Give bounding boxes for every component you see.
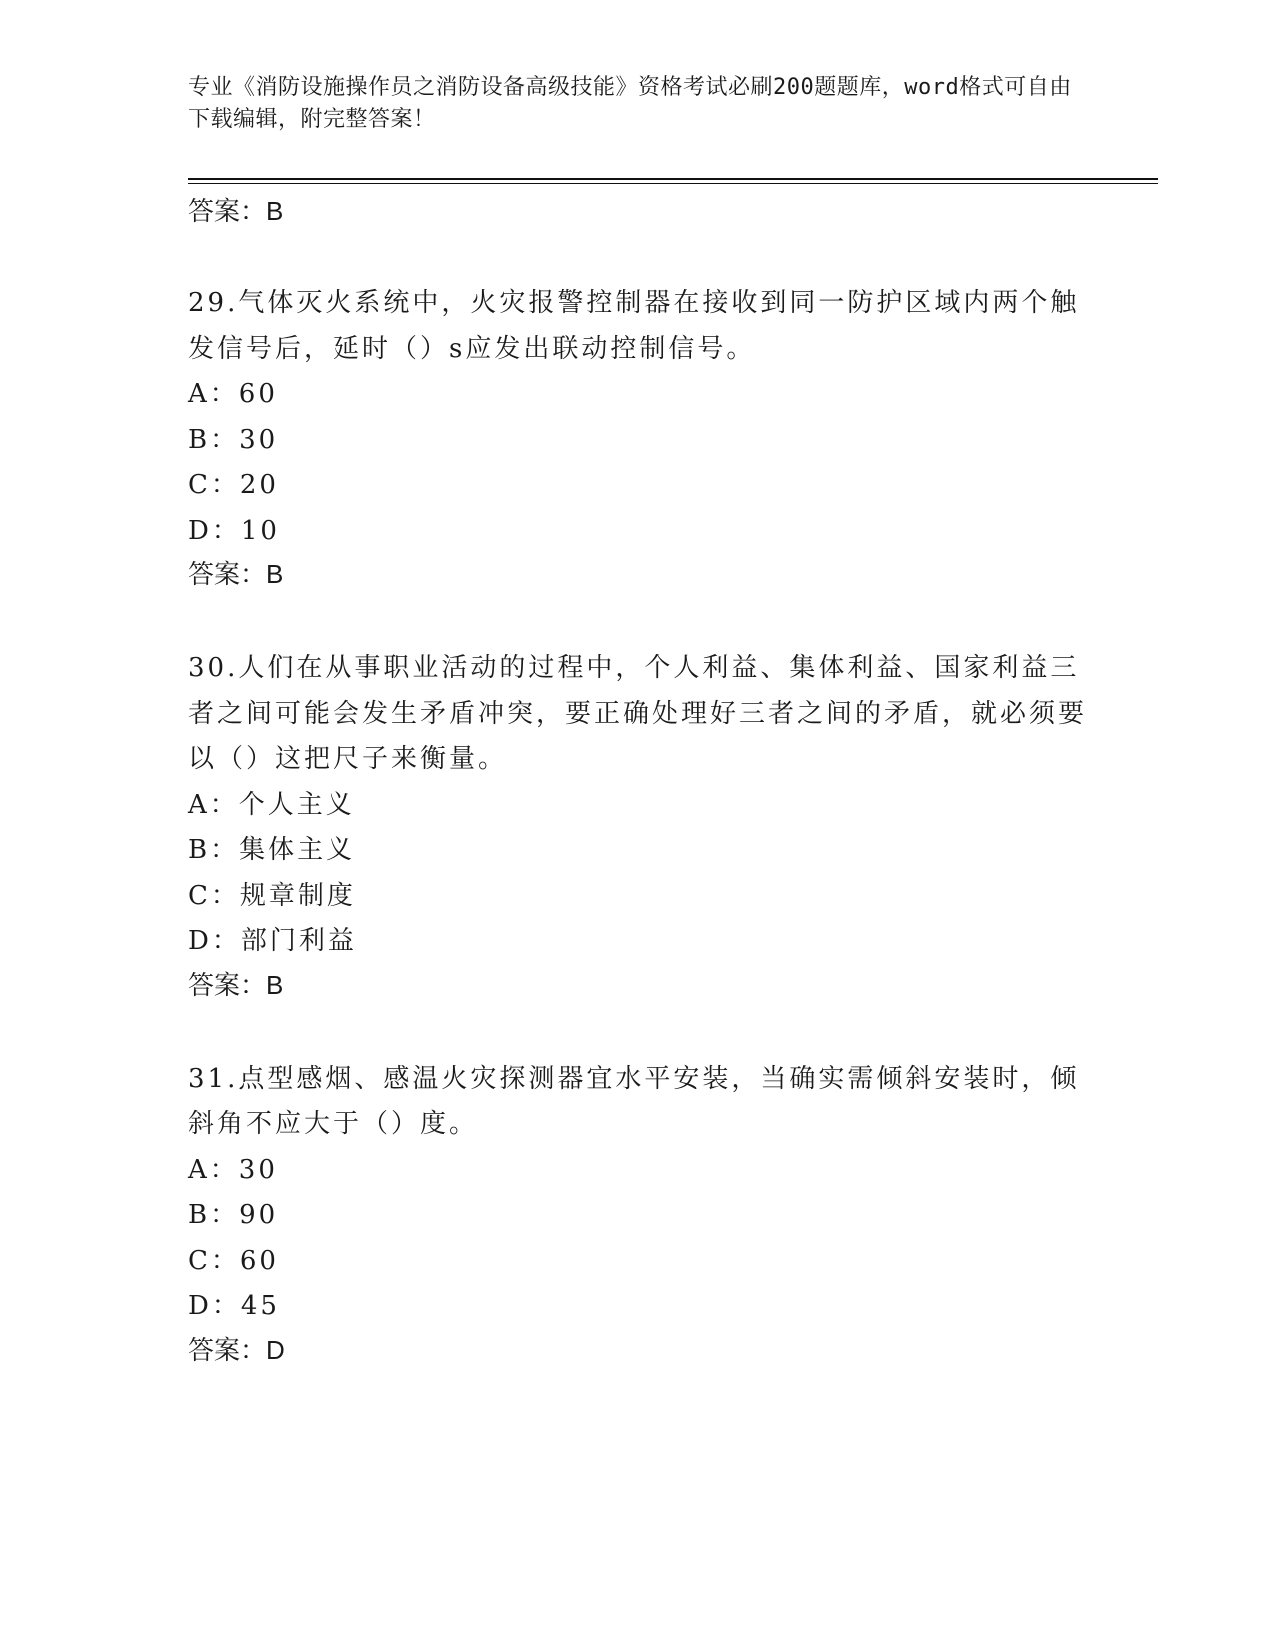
- option-a: A：个人主义: [188, 789, 355, 820]
- answer-line: 答案：B: [188, 969, 284, 1000]
- question-text: 30.人们在从事职业活动的过程中，个人利益、集体利益、国家利益三者之间可能会发生矛盾冲突，要正确处理好三者之间的矛盾，就必须要以（）这把尺子来衡量。: [188, 653, 1088, 774]
- header-text: 专业《消防设施操作员之消防设备高级技能》资格考试必刷200题题库，word格式可自由下载编辑，附完整答案！: [188, 75, 1072, 132]
- option-c: C：20: [188, 470, 279, 500]
- question-block: [188, 1057, 1088, 1370]
- answer-line: 答案：D: [188, 1334, 285, 1365]
- option-d: D：45: [188, 1291, 280, 1321]
- option-a: A：30: [188, 1154, 278, 1185]
- answer-line: 答案：B: [188, 559, 284, 589]
- answer-line: 答案：B: [188, 196, 284, 226]
- option-c: C：规章制度: [188, 880, 356, 911]
- option-b: B：30: [188, 424, 279, 455]
- option-b: B：90: [188, 1200, 279, 1230]
- question-list: [188, 193, 1088, 1370]
- question-text: 31.点型感烟、感温火灾探测器宜水平安装，当确实需倾斜安装时，倾斜角不应大于（）度。: [188, 1063, 1080, 1139]
- option-b: B：集体主义: [188, 835, 356, 865]
- option-d: D：部门利益: [188, 926, 357, 956]
- option-c: C：60: [188, 1245, 279, 1276]
- option-d: D：10: [188, 515, 280, 546]
- question-text: 29.气体灭火系统中，火灾报警控制器在接收到同一防护区域内两个触发信号后，延时（）s应发出联动控制信号。: [188, 288, 1080, 364]
- question-block: [188, 281, 1088, 594]
- document-header: [188, 72, 1088, 136]
- header-rule-thin: [188, 183, 1158, 184]
- question-block: [188, 646, 1088, 1005]
- header-rule-thick: [188, 178, 1158, 180]
- option-a: A：60: [188, 379, 278, 409]
